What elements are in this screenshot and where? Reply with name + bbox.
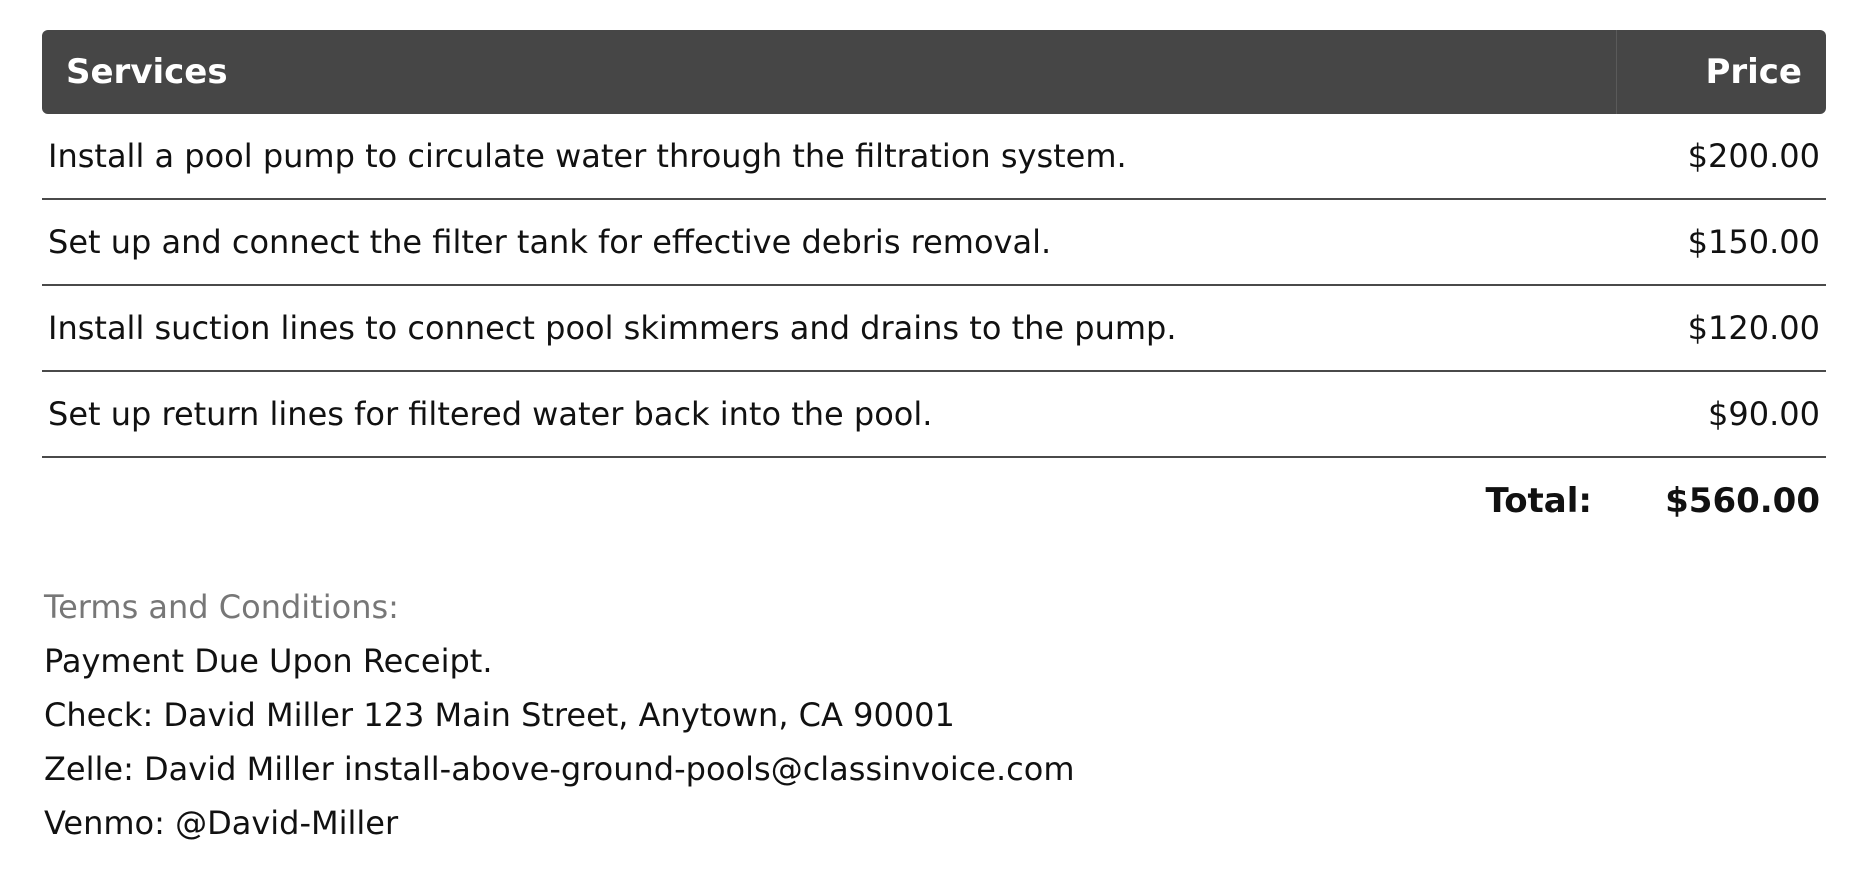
terms-section xyxy=(44,580,1075,850)
services-table xyxy=(42,30,1826,544)
terms-title: Terms and Conditions: xyxy=(44,588,399,626)
venmo-payment-line: Venmo: @David-Miller xyxy=(44,804,399,842)
total-value: $560.00 xyxy=(1665,481,1820,521)
service-description: Set up return lines for filtered water back into the pool. xyxy=(48,395,933,433)
table-row xyxy=(42,200,1826,286)
check-payment-line: Check: David Miller 123 Main Street, Anytown, CA 90001 xyxy=(44,696,955,734)
service-price: $200.00 xyxy=(1687,137,1820,175)
payment-due-line: Payment Due Upon Receipt. xyxy=(44,642,493,680)
service-description: Set up and connect the filter tank for effective debris removal. xyxy=(48,223,1052,261)
total-row xyxy=(42,458,1826,544)
table-row xyxy=(42,372,1826,458)
service-price: $90.00 xyxy=(1708,395,1820,433)
service-price: $150.00 xyxy=(1687,223,1820,261)
service-price: $120.00 xyxy=(1687,309,1820,347)
table-row xyxy=(42,114,1826,200)
price-column-header: Price xyxy=(1616,30,1826,114)
table-header xyxy=(42,30,1826,114)
service-description: Install suction lines to connect pool skimmers and drains to the pump. xyxy=(48,309,1177,347)
table-row xyxy=(42,286,1826,372)
service-description: Install a pool pump to circulate water through the filtration system. xyxy=(48,137,1127,175)
services-column-header: Services xyxy=(66,52,228,92)
zelle-payment-line: Zelle: David Miller install-above-ground-pools@classinvoice.com xyxy=(44,750,1075,788)
total-label: Total: xyxy=(1485,481,1592,521)
